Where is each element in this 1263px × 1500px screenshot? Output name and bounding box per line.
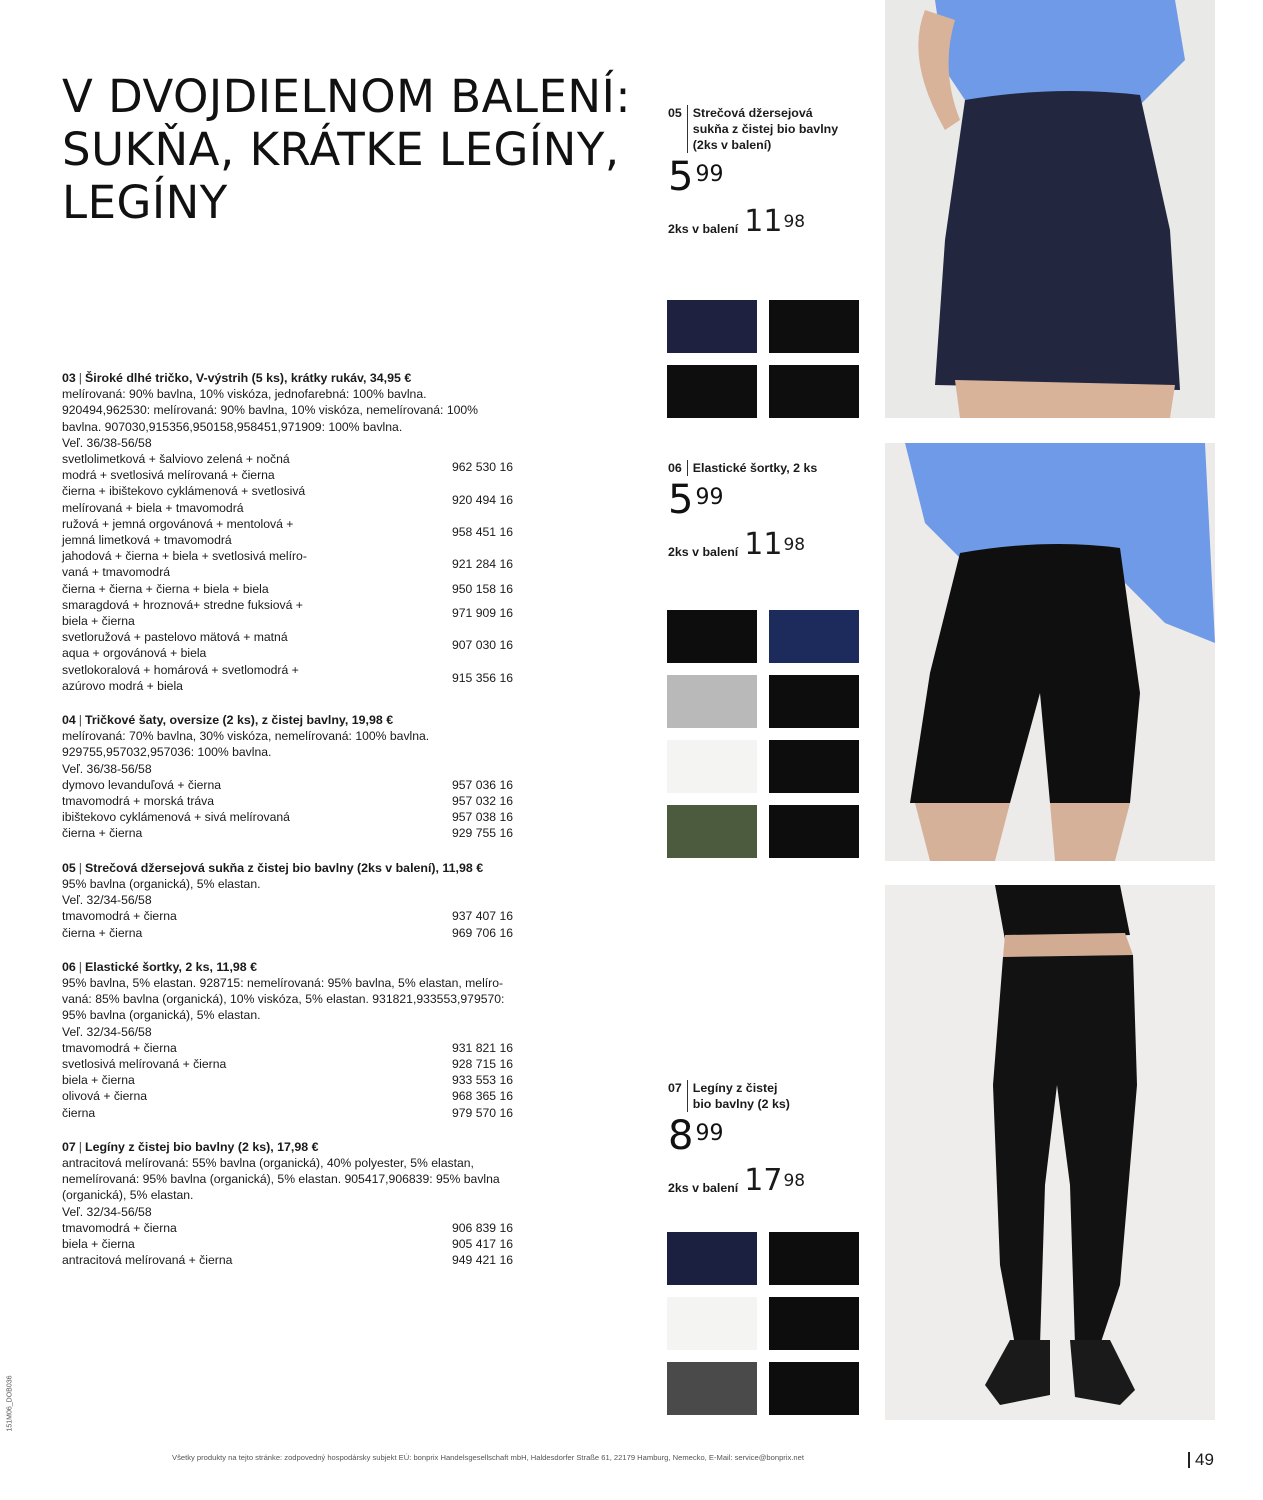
color-list bbox=[62, 629, 432, 661]
color-line: svetlosivá melírovaná + čierna bbox=[62, 1056, 227, 1071]
spec-description: bavlna. 907030,915356,950158,958451,971909: 100% bavlna. bbox=[62, 419, 403, 434]
color-line: ružová + jemná orgovánová + mentolová + bbox=[62, 516, 294, 531]
product-name bbox=[687, 1080, 790, 1112]
skirt-photo bbox=[885, 0, 1215, 418]
color-line: čierna bbox=[62, 1105, 96, 1120]
color-list bbox=[62, 1040, 432, 1056]
color-list bbox=[62, 483, 432, 515]
color-line: svetlolimetková + šalviovo zelená + nočná bbox=[62, 452, 290, 467]
color-list bbox=[62, 597, 432, 629]
color-line: biela + čierna bbox=[62, 1073, 135, 1088]
product-name-line: Elastické šortky, 2 ks bbox=[692, 461, 818, 475]
color-list bbox=[62, 451, 432, 483]
color-variant-row bbox=[62, 1040, 622, 1056]
color-line: dymovo levanduľová + čierna bbox=[62, 777, 222, 792]
price-decimals: 99 bbox=[695, 162, 724, 187]
color-line: čierna + čierna bbox=[62, 925, 143, 940]
product-label bbox=[668, 105, 838, 153]
order-code: 905 417 16 bbox=[452, 1236, 513, 1251]
spec-number: 05 bbox=[62, 860, 76, 875]
spec-heading bbox=[62, 1139, 622, 1155]
spec-block bbox=[62, 712, 622, 842]
color-swatch[interactable] bbox=[769, 740, 859, 793]
color-line: jahodová + čierna + biela + svetlosivá melíro- bbox=[62, 549, 307, 564]
product-label bbox=[668, 1080, 805, 1112]
order-code: 962 530 16 bbox=[452, 460, 513, 475]
spec-separator: | bbox=[78, 1139, 83, 1154]
color-list bbox=[62, 777, 432, 793]
color-list bbox=[62, 1056, 432, 1072]
product-name-line: bio bavlny (2 ks) bbox=[692, 1097, 790, 1111]
spec-description: Veľ. 32/34-56/58 bbox=[62, 1024, 152, 1039]
product-label bbox=[668, 460, 817, 476]
order-code: 949 421 16 bbox=[452, 1253, 513, 1268]
product-name-line: Strečová džersejová bbox=[692, 106, 813, 120]
order-code: 958 451 16 bbox=[452, 524, 513, 539]
color-list bbox=[62, 1105, 432, 1121]
color-line: biela + čierna bbox=[62, 614, 135, 629]
spec-title: Široké dlhé tričko, V-výstrih (5 ks), krátky rukáv, 34,95 € bbox=[85, 371, 412, 385]
color-swatch[interactable] bbox=[667, 1362, 757, 1415]
title-line: SUKŇA, KRÁTKE LEGÍNY, bbox=[62, 123, 620, 176]
color-line: čierna + čierna + čierna + biela + biela bbox=[62, 581, 269, 596]
order-code: 979 570 16 bbox=[452, 1105, 513, 1120]
color-variant-row bbox=[62, 1220, 622, 1236]
color-swatch[interactable] bbox=[667, 675, 757, 728]
order-code: 957 036 16 bbox=[452, 777, 513, 792]
skirt-model-illustration bbox=[885, 0, 1215, 418]
color-variant-row bbox=[62, 925, 622, 941]
spec-block bbox=[62, 1139, 622, 1269]
spec-number: 06 bbox=[62, 959, 76, 974]
color-swatches bbox=[667, 1232, 859, 1415]
color-line: svetlokoralová + homárová + svetlomodrá + bbox=[62, 662, 299, 677]
color-swatch[interactable] bbox=[769, 805, 859, 858]
spec-title: Legíny z čistej bio bavlny (2 ks), 17,98 € bbox=[85, 1139, 319, 1154]
color-line: tmavomodrá + čierna bbox=[62, 1040, 177, 1055]
color-swatch[interactable] bbox=[667, 300, 757, 353]
color-line: ibištekovo cyklámenová + sivá melírovaná bbox=[62, 810, 290, 825]
order-code: 920 494 16 bbox=[452, 492, 513, 507]
spec-heading bbox=[62, 959, 622, 975]
spec-description: Veľ. 36/38-56/58 bbox=[62, 761, 152, 776]
order-code: 957 038 16 bbox=[452, 810, 513, 825]
product-name bbox=[687, 460, 817, 476]
spec-description: (organická), 5% elastan. bbox=[62, 1188, 194, 1203]
color-line: olivová + čierna bbox=[62, 1089, 148, 1104]
spec-description: melírovaná: 70% bavlna, 30% viskóza, nemelírovaná: 100% bavlna. bbox=[62, 729, 430, 744]
color-swatch[interactable] bbox=[667, 805, 757, 858]
color-line: aqua + orgovánová + biela bbox=[62, 646, 207, 661]
color-variant-row bbox=[62, 597, 622, 629]
order-code: 907 030 16 bbox=[452, 638, 513, 653]
spec-description: Veľ. 32/34-56/58 bbox=[62, 893, 152, 908]
spec-separator: | bbox=[78, 959, 83, 974]
order-code: 921 284 16 bbox=[452, 557, 513, 572]
color-swatch[interactable] bbox=[769, 610, 859, 663]
color-line: čierna + čierna bbox=[62, 826, 143, 841]
product-specifications bbox=[62, 370, 622, 1286]
title-line: V DVOJDIELNOM BALENÍ: bbox=[62, 70, 632, 123]
color-variant-row bbox=[62, 516, 622, 548]
price-integer: 5 bbox=[668, 477, 694, 523]
product-price-block bbox=[668, 460, 817, 560]
color-list bbox=[62, 1220, 432, 1236]
color-variant-row bbox=[62, 777, 622, 793]
color-variant-row bbox=[62, 662, 622, 694]
order-code: 957 032 16 bbox=[452, 794, 513, 809]
color-variant-row bbox=[62, 1072, 622, 1088]
pack-price-integer: 11 bbox=[744, 204, 783, 239]
color-variant-row bbox=[62, 1088, 622, 1104]
color-list bbox=[62, 662, 432, 694]
color-swatch[interactable] bbox=[769, 1232, 859, 1285]
color-swatch[interactable] bbox=[769, 365, 859, 418]
spec-description: 95% bavlna (organická), 5% elastan. bbox=[62, 1008, 261, 1023]
spec-number: 04 bbox=[62, 713, 76, 728]
product-name bbox=[687, 105, 838, 153]
color-line: svetloružová + pastelovo mätová + matná bbox=[62, 630, 288, 645]
product-price-block bbox=[668, 1080, 805, 1196]
color-line: melírovaná + biela + tmavomodrá bbox=[62, 500, 244, 515]
spec-separator: | bbox=[78, 860, 83, 875]
leggings-model-illustration bbox=[885, 885, 1215, 1420]
color-line: tmavomodrá + morská tráva bbox=[62, 794, 215, 809]
price-integer: 8 bbox=[668, 1113, 694, 1159]
spec-separator: | bbox=[78, 371, 83, 385]
price-decimals: 99 bbox=[695, 485, 724, 510]
unit-price bbox=[668, 1113, 805, 1159]
spec-description: 95% bavlna, 5% elastan. 928715: nemelírovaná: 95% bavlna, 5% elastan, melíro- bbox=[62, 975, 504, 990]
order-code: 928 715 16 bbox=[452, 1056, 513, 1071]
color-variant-row bbox=[62, 1105, 622, 1121]
side-code: 151M06_DOB036 bbox=[6, 1375, 14, 1432]
color-swatch[interactable] bbox=[667, 1232, 757, 1285]
color-swatch[interactable] bbox=[667, 740, 757, 793]
order-code: 971 909 16 bbox=[452, 605, 513, 620]
order-code: 915 356 16 bbox=[452, 670, 513, 685]
color-swatch[interactable] bbox=[769, 300, 859, 353]
order-code: 950 158 16 bbox=[452, 581, 513, 596]
color-line: vaná + tmavomodrá bbox=[62, 565, 171, 580]
spec-separator: | bbox=[78, 713, 83, 728]
color-line: antracitová melírovaná + čierna bbox=[62, 1253, 233, 1268]
unit-price bbox=[668, 477, 817, 523]
order-code: 969 706 16 bbox=[452, 925, 513, 940]
product-name-line: sukňa z čistej bio bavlny bbox=[692, 122, 839, 136]
pack-price-decimals: 98 bbox=[783, 535, 806, 555]
color-list bbox=[62, 1252, 432, 1268]
color-line: čierna + ibištekovo cyklámenová + svetlosivá bbox=[62, 484, 306, 499]
spec-number: 07 bbox=[62, 1139, 76, 1154]
color-swatch[interactable] bbox=[769, 1362, 859, 1415]
color-line: biela + čierna bbox=[62, 1236, 135, 1251]
spec-description: vaná: 85% bavlna (organická), 10% viskóza, 5% elastan. 931821,933553,979570: bbox=[62, 992, 505, 1007]
color-swatch[interactable] bbox=[667, 610, 757, 663]
pack-price-value bbox=[744, 527, 806, 562]
order-code: 933 553 16 bbox=[452, 1073, 513, 1088]
color-swatch[interactable] bbox=[667, 365, 757, 418]
color-list bbox=[62, 908, 432, 924]
pack-price-value bbox=[744, 204, 806, 239]
color-variant-row bbox=[62, 825, 622, 841]
spec-number: 03 bbox=[62, 371, 76, 385]
spec-block bbox=[62, 959, 622, 1121]
color-swatches bbox=[667, 300, 859, 418]
pack-label: 2ks v balení bbox=[668, 545, 739, 559]
color-list bbox=[62, 516, 432, 548]
title-line: LEGÍNY bbox=[62, 176, 228, 229]
pack-price-integer: 11 bbox=[744, 527, 783, 562]
pack-price bbox=[668, 204, 838, 239]
order-code: 937 407 16 bbox=[452, 909, 513, 924]
color-list bbox=[62, 581, 432, 597]
color-variant-row bbox=[62, 451, 622, 483]
color-line: modrá + svetlosivá melírovaná + čierna bbox=[62, 468, 275, 483]
color-variant-row bbox=[62, 629, 622, 661]
pack-price bbox=[668, 1163, 806, 1198]
color-list bbox=[62, 825, 432, 841]
color-line: azúrovo modrá + biela bbox=[62, 678, 183, 693]
spec-description: melírovaná: 90% bavlna, 10% viskóza, jednofarebná: 100% bavlna. bbox=[62, 387, 427, 402]
color-variant-row bbox=[62, 581, 622, 597]
color-line: jemná limetková + tmavomodrá bbox=[62, 533, 232, 548]
pack-price-value bbox=[744, 1163, 806, 1198]
color-list bbox=[62, 1072, 432, 1088]
spec-heading bbox=[62, 860, 622, 876]
pack-label: 2ks v balení bbox=[668, 1181, 739, 1195]
unit-price bbox=[668, 154, 838, 200]
color-variant-row bbox=[62, 1056, 622, 1072]
spec-block bbox=[62, 370, 622, 694]
color-line: tmavomodrá + čierna bbox=[62, 1220, 177, 1235]
color-list bbox=[62, 793, 432, 809]
spec-description: Veľ. 32/34-56/58 bbox=[62, 1204, 152, 1219]
color-swatch[interactable] bbox=[769, 675, 859, 728]
color-list bbox=[62, 1088, 432, 1104]
shorts-model-illustration bbox=[885, 443, 1215, 861]
spec-description: 95% bavlna (organická), 5% elastan. bbox=[62, 876, 261, 891]
spec-heading bbox=[62, 370, 622, 386]
color-variant-row bbox=[62, 483, 622, 515]
price-integer: 5 bbox=[668, 154, 694, 200]
price-decimals: 99 bbox=[695, 1121, 724, 1146]
spec-description: antracitová melírovaná: 55% bavlna (organická), 40% polyester, 5% elastan, bbox=[62, 1155, 474, 1170]
color-list bbox=[62, 925, 432, 941]
color-variant-row bbox=[62, 1236, 622, 1252]
color-swatches bbox=[667, 610, 859, 858]
product-price-block bbox=[668, 105, 838, 237]
color-variant-row bbox=[62, 1252, 622, 1268]
spec-description: 929755,957032,957036: 100% bavlna. bbox=[62, 745, 272, 760]
spec-block bbox=[62, 860, 622, 941]
spec-description: nemelírovaná: 95% bavlna (organická), 5% elastan. 905417,906839: 95% bavlna bbox=[62, 1172, 500, 1187]
spec-description: Veľ. 36/38-56/58 bbox=[62, 435, 152, 450]
product-number: 05 bbox=[668, 106, 682, 120]
color-variant-row bbox=[62, 908, 622, 924]
color-variant-row bbox=[62, 793, 622, 809]
color-variant-row bbox=[62, 809, 622, 825]
color-line: tmavomodrá + čierna bbox=[62, 909, 177, 924]
color-line: smaragdová + hroznová+ stredne fuksiová + bbox=[62, 597, 303, 612]
shorts-photo bbox=[885, 443, 1215, 861]
product-number: 06 bbox=[668, 461, 682, 475]
order-code: 931 821 16 bbox=[452, 1040, 513, 1055]
spec-title: Strečová džersejová sukňa z čistej bio bavlny (2ks v balení), 11,98 € bbox=[85, 860, 484, 875]
color-list bbox=[62, 809, 432, 825]
color-swatch[interactable] bbox=[769, 1297, 859, 1350]
color-list bbox=[62, 548, 432, 580]
spec-description: 920494,962530: melírovaná: 90% bavlna, 10% viskóza, nemelírovaná: 100% bbox=[62, 403, 478, 418]
product-name-line: (2ks v balení) bbox=[692, 138, 772, 152]
page-number: 49 bbox=[1188, 1452, 1214, 1468]
pack-price bbox=[668, 527, 817, 562]
order-code: 906 839 16 bbox=[452, 1220, 513, 1235]
pack-label: 2ks v balení bbox=[668, 222, 739, 236]
leggings-photo bbox=[885, 885, 1215, 1420]
pack-price-decimals: 98 bbox=[783, 212, 806, 232]
pack-price-integer: 17 bbox=[744, 1163, 783, 1198]
color-variant-row bbox=[62, 548, 622, 580]
order-code: 968 365 16 bbox=[452, 1089, 513, 1104]
color-swatch[interactable] bbox=[667, 1297, 757, 1350]
footer-legal-text: Všetky produkty na tejto stránke: zodpovedný hospodársky subjekt EÚ: bonprix Handelsgesellschaft mbH, Haldesdorfer Straße 61, 22179 Hamburg, Nemecko, E-Mail: service@bonprix.net bbox=[172, 1453, 804, 1462]
pack-price-decimals: 98 bbox=[783, 1171, 806, 1191]
spec-title: Elastické šortky, 2 ks, 11,98 € bbox=[85, 959, 258, 974]
spec-title: Tričkové šaty, oversize (2 ks), z čistej bavlny, 19,98 € bbox=[85, 713, 394, 728]
spec-heading bbox=[62, 712, 622, 728]
page-title bbox=[62, 70, 631, 229]
product-number: 07 bbox=[668, 1081, 682, 1095]
order-code: 929 755 16 bbox=[452, 826, 513, 841]
product-name-line: Legíny z čistej bbox=[692, 1081, 778, 1095]
color-list bbox=[62, 1236, 432, 1252]
